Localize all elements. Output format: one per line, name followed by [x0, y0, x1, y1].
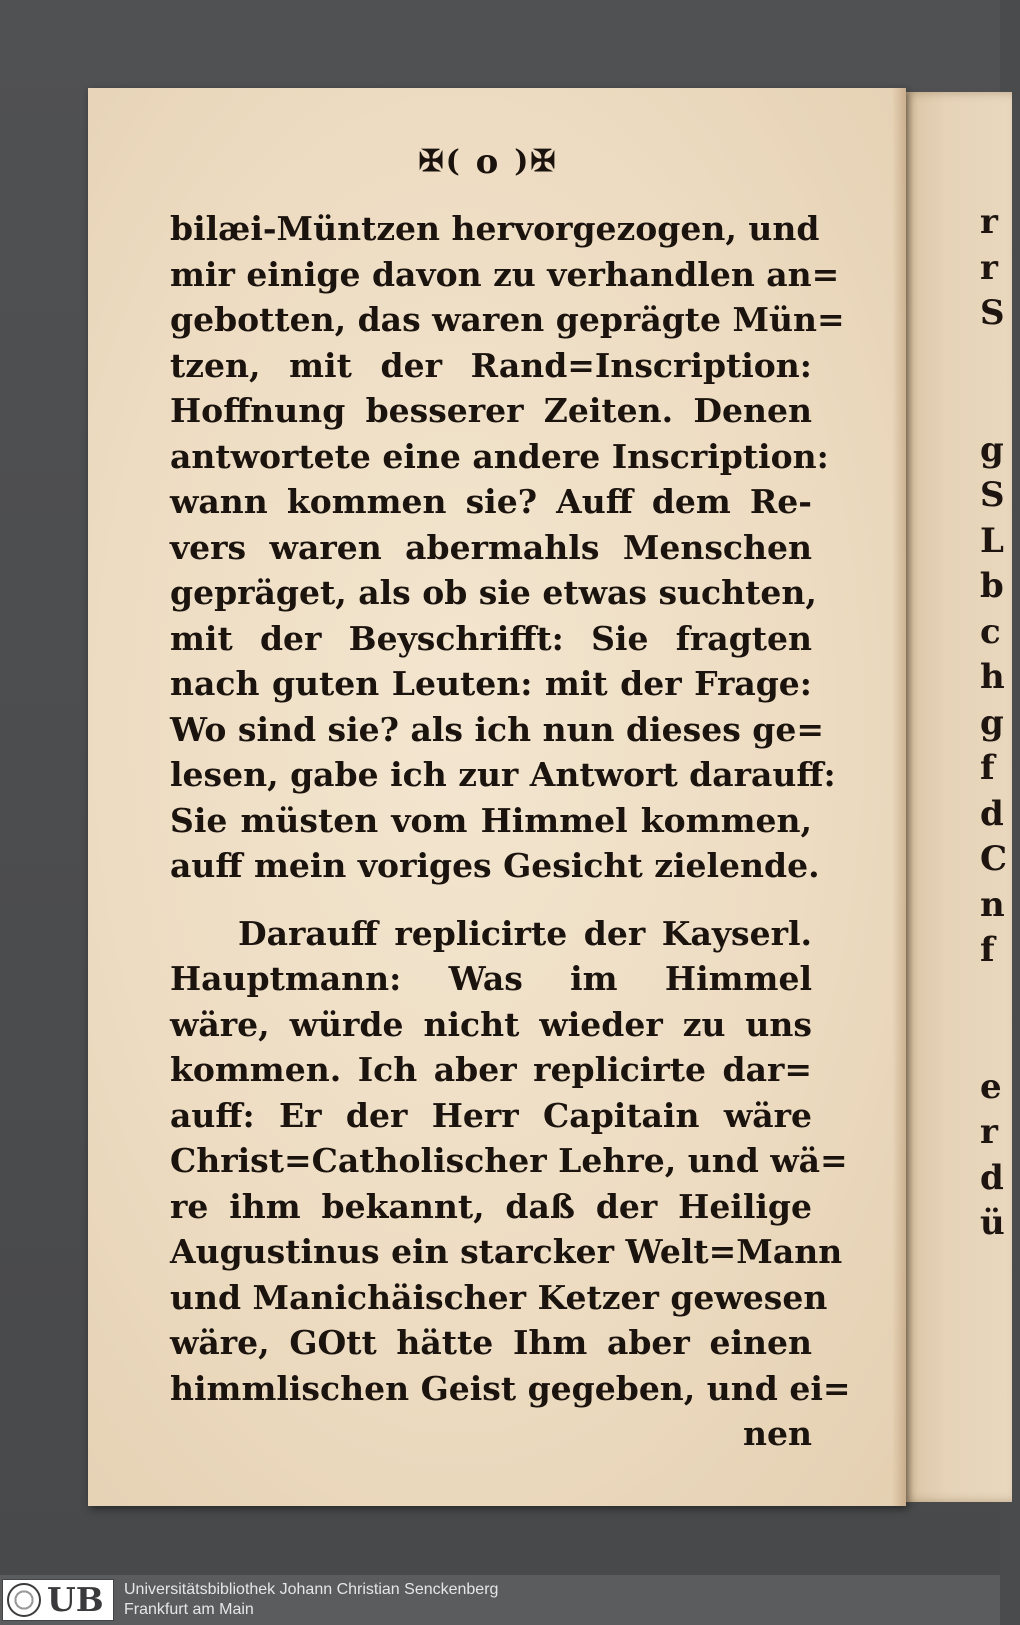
text-line: vers waren abermahls Menschen [170, 527, 812, 567]
text-line: gebotten, das waren geprägte Mün= [170, 300, 845, 339]
text-line: Christ=Catholischer Lehre, und wä= [170, 1141, 848, 1180]
text-line: mit der Beyschrifft: Sie fragten [170, 618, 812, 658]
text-line: Hauptmann: Was im Himmel [170, 959, 812, 998]
catchword: nen [743, 1414, 812, 1453]
library-logo[interactable] [2, 1579, 114, 1621]
text-line: kommen. Ich aber replicirte dar= [170, 1050, 812, 1089]
document-page [88, 88, 906, 1506]
text-line: himmlischen Geist gegeben, und ei= [170, 1368, 851, 1408]
text-line: und Manichäischer Ketzer gewesen [170, 1277, 828, 1317]
paragraph-gap [170, 889, 812, 911]
footer-bar [0, 1575, 1000, 1625]
text-line: Augustinus ein starcker Welt=Mann [170, 1232, 843, 1271]
text-line: Hoffnung besserer Zeiten. Denen [170, 391, 812, 430]
text-line: antwortete eine andere Inscription: [170, 436, 829, 476]
logo-text: UB [47, 1580, 104, 1619]
footer-caption [124, 1580, 498, 1620]
adjacent-page-text: r r S g S L b c h g f d C n f e r d ü [980, 202, 1008, 1243]
institution-name: Universitätsbibliothek Johann Christian Senckenberg [124, 1581, 499, 1598]
text-line: Darauff replicirte der Kayserl. [238, 913, 812, 953]
text-line: gepräget, als ob sie etwas suchten, [170, 573, 817, 612]
body-text [170, 206, 851, 1457]
text-line: mir einige davon zu verhandlen an= [170, 254, 840, 294]
text-line: re ihm bekannt, daß der Heilige [170, 1186, 812, 1226]
institution-city: Frankfurt am Main [124, 1601, 254, 1618]
left-ornament: ✠( [418, 144, 462, 179]
page-header [358, 142, 618, 182]
seal-icon [7, 1583, 41, 1617]
text-line: wäre, GOtt hätte Ihm aber einen [170, 1323, 812, 1362]
text-line: Sie müsten vom Himmel kommen, [170, 800, 812, 840]
text-line: lesen, gabe ich zur Antwort darauff: [170, 755, 836, 794]
text-line: nach guten Leuten: mit der Frage: [170, 664, 812, 703]
text-line: wann kommen sie? Auff dem Re- [170, 482, 812, 521]
right-ornament: )✠ [514, 144, 558, 179]
page-number: o [475, 142, 501, 182]
text-line: Wo sind sie? als ich nun dieses ge= [170, 709, 825, 749]
text-line: bilæi-Müntzen hervorgezogen, und [170, 209, 820, 248]
text-line: tzen, mit der Rand=Inscription: [170, 345, 812, 385]
text-line: auff: Er der Herr Capitain wäre [170, 1095, 812, 1135]
text-line: auff mein voriges Gesicht zielende. [170, 846, 820, 885]
adjacent-page-edge [902, 92, 1012, 1502]
text-line: wäre, würde nicht wieder zu uns [170, 1004, 812, 1044]
